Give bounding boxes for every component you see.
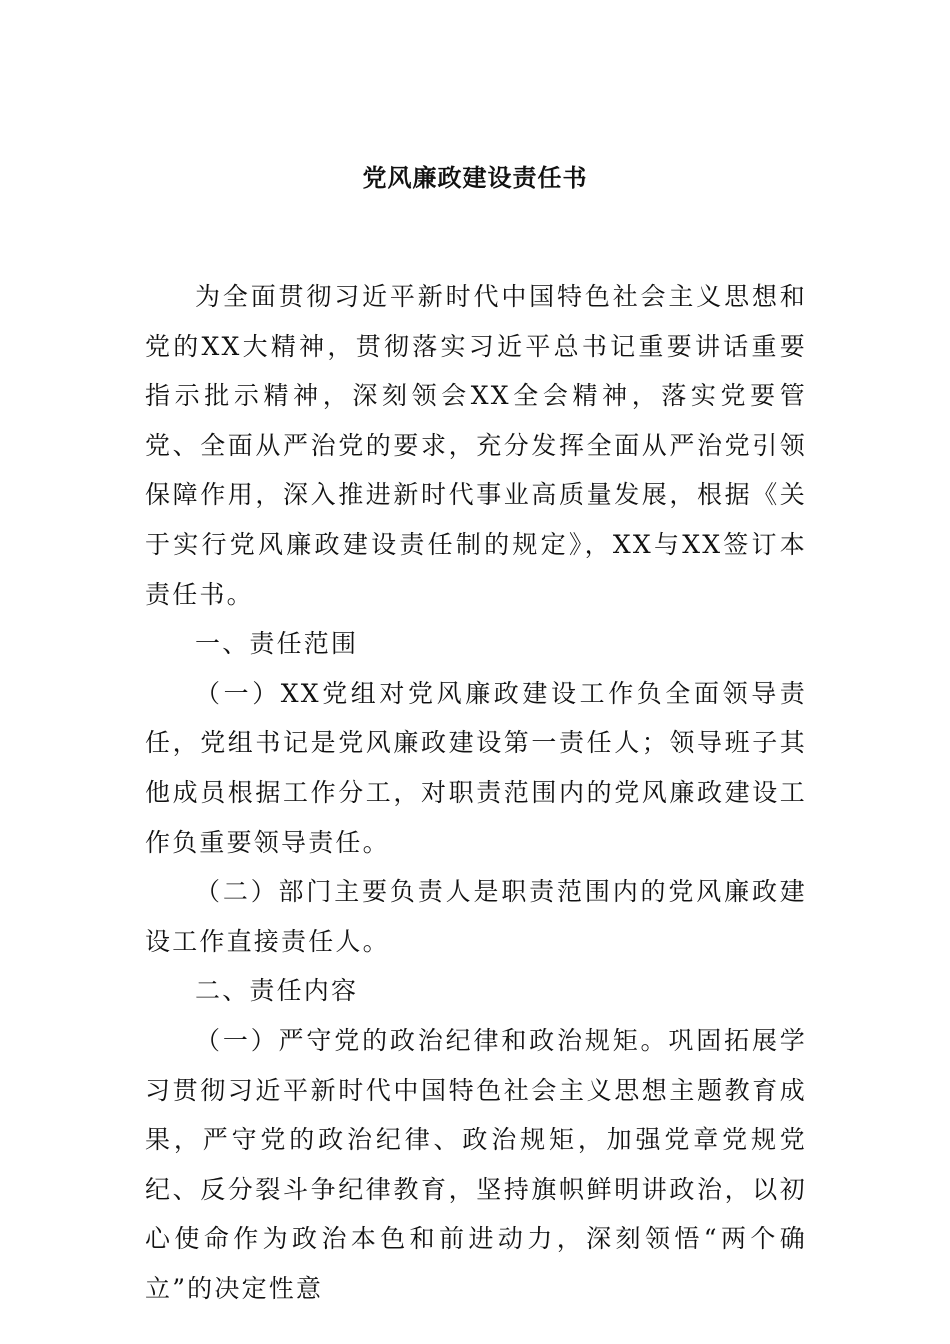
document-body — [145, 272, 807, 1313]
section-heading-scope: 一、责任范围 — [195, 629, 359, 659]
document-title: 党风廉政建设责任书 — [362, 163, 588, 192]
content-item-1: （一）严守党的政治纪律和政治规矩。巩固拓展学习贯彻习近平新时代中国特色社会主义思想主题教育成果，严守党的政治纪律、政治规矩，加强党章党规党纪、反分裂斗争纪律教育，坚持旗帜鲜明讲政治，以初心使命作为政治本色和前进动力，深刻领悟“两个确立”的决定性意 — [145, 1025, 807, 1303]
scope-item-2: （二）部门主要负责人是职责范围内的党风廉政建设工作直接责任人。 — [145, 877, 807, 956]
scope-item-1: （一）XX党组对党风廉政建设工作负全面领导责任，党组书记是党风廉政建设第一责任人；领导班子其他成员根据工作分工，对职责范围内的党风廉政建设工作负重要领导责任。 — [145, 678, 807, 857]
section-heading-content: 二、责任内容 — [195, 976, 359, 1006]
intro-paragraph: 为全面贯彻习近平新时代中国特色社会主义思想和党的XX大精神，贯彻落实习近平总书记重要讲话重要指示批示精神，深刻领会XX全会精神，落实党要管党、全面从严治党的要求，充分发挥全面从严治党引领保障作用，深入推进新时代事业高质量发展，根据《关于实行党风廉政建设责任制的规定》，XX与XX签订本责任书。 — [145, 282, 807, 609]
